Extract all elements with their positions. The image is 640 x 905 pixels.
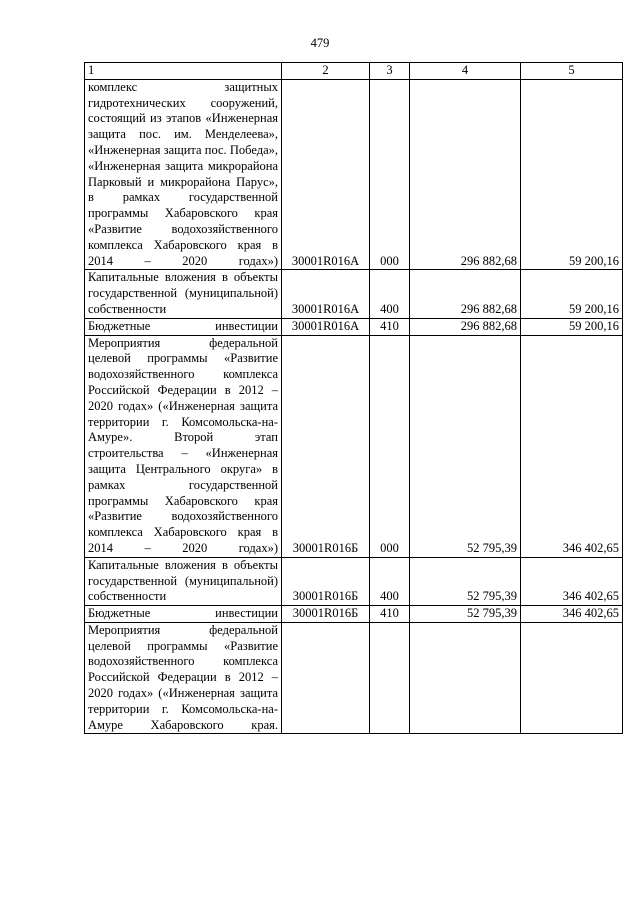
table-row	[85, 557, 623, 605]
row-code: 30001R016A	[282, 79, 370, 270]
header-col-3: 3	[370, 63, 410, 80]
row-sum-1	[410, 622, 521, 734]
row-type: 410	[370, 318, 410, 335]
row-sum-2: 346 402,65	[521, 335, 623, 557]
row-type: 000	[370, 79, 410, 270]
row-code: 30001R016Б	[282, 557, 370, 605]
budget-table	[84, 62, 623, 734]
row-code: 30001R016A	[282, 270, 370, 318]
row-sum-2	[521, 622, 623, 734]
table-row	[85, 606, 623, 623]
row-sum-1: 52 795,39	[410, 606, 521, 623]
table-row	[85, 318, 623, 335]
row-name: Бюджетные инвестиции	[85, 318, 282, 335]
row-code: 30001R016Б	[282, 335, 370, 557]
row-type: 400	[370, 270, 410, 318]
row-name: Мероприятия федеральной целевой программы «Развитие водохозяйственного комплекса Российской Федерации в 2012 – 2020 годах» («Инженерная защита территории г. Комсомольска-на-Амуре». Второй этап строительства – «Инженерная защита Центрального округа» в рамках государственной программы Хабаровского края «Развитие водохозяйственного комплекса Хабаровского края в 2014 – 2020 годах»)	[85, 335, 282, 557]
row-code: 30001R016Б	[282, 606, 370, 623]
table-row	[85, 335, 623, 557]
table-header-row	[85, 63, 623, 80]
row-sum-1: 296 882,68	[410, 318, 521, 335]
header-col-4: 4	[410, 63, 521, 80]
header-col-5: 5	[521, 63, 623, 80]
row-type	[370, 622, 410, 734]
row-type: 400	[370, 557, 410, 605]
row-sum-2: 346 402,65	[521, 557, 623, 605]
row-sum-1: 296 882,68	[410, 270, 521, 318]
row-name: Капитальные вложения в объекты государственной (муниципальной) собственности	[85, 557, 282, 605]
table-row	[85, 622, 623, 734]
header-col-2: 2	[282, 63, 370, 80]
row-code	[282, 622, 370, 734]
row-name: Капитальные вложения в объекты государственной (муниципальной) собственности	[85, 270, 282, 318]
table-row	[85, 270, 623, 318]
row-type: 000	[370, 335, 410, 557]
row-type: 410	[370, 606, 410, 623]
table-row	[85, 79, 623, 270]
row-name: Мероприятия федеральной целевой программы «Развитие водохозяйственного комплекса Российской Федерации в 2012 – 2020 годах» («Инженерная защита территории г. Комсомольска-на-Амуре Хабаровского края.	[85, 622, 282, 734]
row-sum-1: 52 795,39	[410, 557, 521, 605]
header-col-1: 1	[85, 63, 282, 80]
row-sum-2: 59 200,16	[521, 270, 623, 318]
row-name: комплекс защитных гидротехнических сооружений, состоящий из этапов «Инженерная защита пос. им. Менделеева», «Инженерная защита пос. Победа», «Инженерная защита микрорайона Парковый и микрорайона Парус», в рамках государственной программы Хабаровского края «Развитие водохозяйственного комплекса Хабаровского края в 2014 – 2020 годах»)	[85, 79, 282, 270]
row-code: 30001R016A	[282, 318, 370, 335]
page-number: 479	[310, 36, 330, 50]
row-sum-2: 59 200,16	[521, 318, 623, 335]
row-sum-1: 296 882,68	[410, 79, 521, 270]
row-sum-2: 59 200,16	[521, 79, 623, 270]
row-sum-1: 52 795,39	[410, 335, 521, 557]
row-name: Бюджетные инвестиции	[85, 606, 282, 623]
row-sum-2: 346 402,65	[521, 606, 623, 623]
